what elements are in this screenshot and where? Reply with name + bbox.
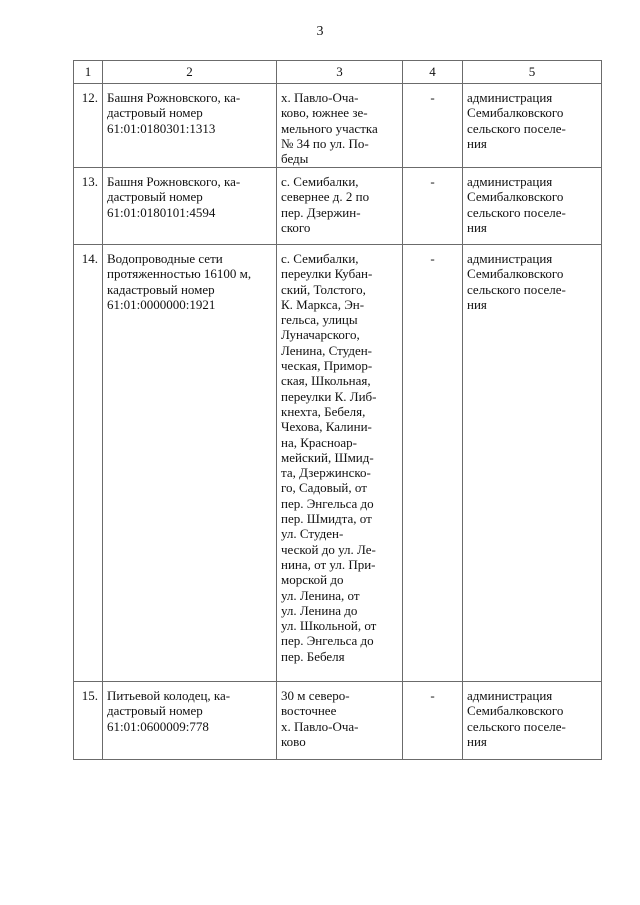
header-cell: 4 — [403, 61, 463, 84]
location-line: переулки Кубан- — [281, 266, 373, 282]
header-cell: 5 — [463, 61, 602, 84]
location-line: пер. Энгельса до — [281, 495, 374, 511]
location-line: мельного участка — [281, 120, 378, 136]
location-line: ская, Школьная, — [281, 373, 371, 389]
location-line: ул. Студен- — [281, 526, 344, 542]
holder-line: ния — [467, 296, 487, 312]
location-line: ул. Ленина, от — [281, 587, 360, 603]
header-cell: 3 — [277, 61, 403, 84]
holder-line: сельского поселе- — [467, 281, 566, 297]
location-line: восточнее — [281, 703, 337, 719]
holder-line: ния — [467, 733, 487, 749]
location-cell — [277, 682, 403, 760]
location-line: пер. Бебеля — [281, 648, 345, 664]
location-line: пер. Энгельса до — [281, 633, 374, 649]
location-cell — [277, 245, 403, 682]
table-row — [74, 682, 602, 760]
holder-line: сельского поселе- — [467, 718, 566, 734]
object-name-cell — [103, 168, 277, 245]
object-name-line: Водопроводные сети — [107, 251, 223, 266]
location-line: го, Садовый, от — [281, 480, 367, 496]
location-line: на, Красноар- — [281, 434, 357, 450]
holder-cell — [463, 682, 602, 760]
location-line: ково, южнее зе- — [281, 105, 368, 121]
object-name-line: Башня Рожновского, ка- — [107, 90, 241, 105]
location-line: нина, от ул. При- — [281, 556, 376, 572]
object-name-line: Башня Рожновского, ка- — [107, 174, 241, 189]
location-line: ского — [281, 219, 311, 235]
location-line: гельса, улицы — [281, 312, 358, 328]
table-row — [74, 168, 602, 245]
row-number: 13. — [74, 168, 103, 245]
holder-line: Семибалковского — [467, 266, 564, 282]
object-name-line: дастровый номер — [107, 703, 203, 719]
holder-line: администрация — [467, 90, 553, 105]
object-name-line: 61:01:0180301:1313 — [107, 120, 216, 136]
registry-table — [73, 60, 602, 760]
holder-cell — [463, 84, 602, 168]
location-line: ково — [281, 733, 306, 749]
location-line: ул. Школьной, от — [281, 618, 377, 634]
table-row — [74, 84, 602, 168]
location-line: х. Павло-Оча- — [281, 718, 359, 734]
object-name-cell — [103, 682, 277, 760]
object-name-line: Питьевой колодец, ка- — [107, 688, 231, 703]
location-line: пер. Шмидта, от — [281, 511, 372, 527]
column-4-cell: - — [403, 84, 463, 168]
holder-line: Семибалковского — [467, 703, 564, 719]
column-4-cell: - — [403, 168, 463, 245]
location-line: Ленина, Студен- — [281, 342, 372, 358]
object-name-line: 61:01:0600009:778 — [107, 718, 209, 734]
holder-line: администрация — [467, 688, 553, 703]
location-line: ческая, Примор- — [281, 358, 373, 374]
location-cell — [277, 168, 403, 245]
row-number: 14. — [74, 245, 103, 682]
location-line: севернее д. 2 по — [281, 189, 370, 205]
location-line: Луначарского, — [281, 327, 360, 343]
location-line: ческой до ул. Ле- — [281, 541, 376, 557]
holder-line: Семибалковского — [467, 189, 564, 205]
holder-cell — [463, 168, 602, 245]
holder-cell — [463, 245, 602, 682]
column-4-cell: - — [403, 682, 463, 760]
location-line: переулки К. Либ- — [281, 388, 377, 404]
location-line: Чехова, Калини- — [281, 419, 372, 435]
location-line: ул. Ленина до — [281, 602, 358, 618]
location-line: кнехта, Бебеля, — [281, 403, 366, 419]
location-cell — [277, 84, 403, 168]
location-line: беды — [281, 151, 309, 167]
row-number: 15. — [74, 682, 103, 760]
page-number: 3 — [316, 24, 324, 39]
holder-line: ния — [467, 219, 487, 235]
table-row — [74, 245, 602, 682]
header-cell: 1 — [74, 61, 103, 84]
row-number: 12. — [74, 84, 103, 168]
object-name-line: дастровый номер — [107, 189, 203, 205]
location-line: К. Маркса, Эн- — [281, 296, 365, 312]
location-line: ский, Толстого, — [281, 281, 366, 297]
holder-line: администрация — [467, 251, 553, 266]
header-cell: 2 — [103, 61, 277, 84]
location-line: пер. Дзержин- — [281, 204, 361, 220]
location-line: № 34 по ул. По- — [281, 135, 369, 151]
location-line: та, Дзержинско- — [281, 465, 371, 481]
holder-line: сельского поселе- — [467, 204, 566, 220]
object-name-cell — [103, 245, 277, 682]
location-line: с. Семибалки, — [281, 251, 359, 266]
location-line: х. Павло-Оча- — [281, 90, 359, 105]
column-4-cell: - — [403, 245, 463, 682]
table-header-row — [74, 61, 602, 84]
object-name-line: протяженностью 16100 м, — [107, 266, 252, 282]
object-name-cell — [103, 84, 277, 168]
holder-line: администрация — [467, 174, 553, 189]
object-name-line: дастровый номер — [107, 105, 203, 121]
object-name-line: 61:01:0180101:4594 — [107, 204, 216, 220]
location-line: с. Семибалки, — [281, 174, 359, 189]
object-name-line: 61:01:0000000:1921 — [107, 296, 216, 312]
holder-line: сельского поселе- — [467, 120, 566, 136]
location-line: морской до — [281, 572, 344, 588]
location-line: 30 м северо- — [281, 688, 350, 703]
object-name-line: кадастровый номер — [107, 281, 215, 297]
holder-line: Семибалковского — [467, 105, 564, 121]
location-line: мейский, Шмид- — [281, 449, 374, 465]
holder-line: ния — [467, 135, 487, 151]
